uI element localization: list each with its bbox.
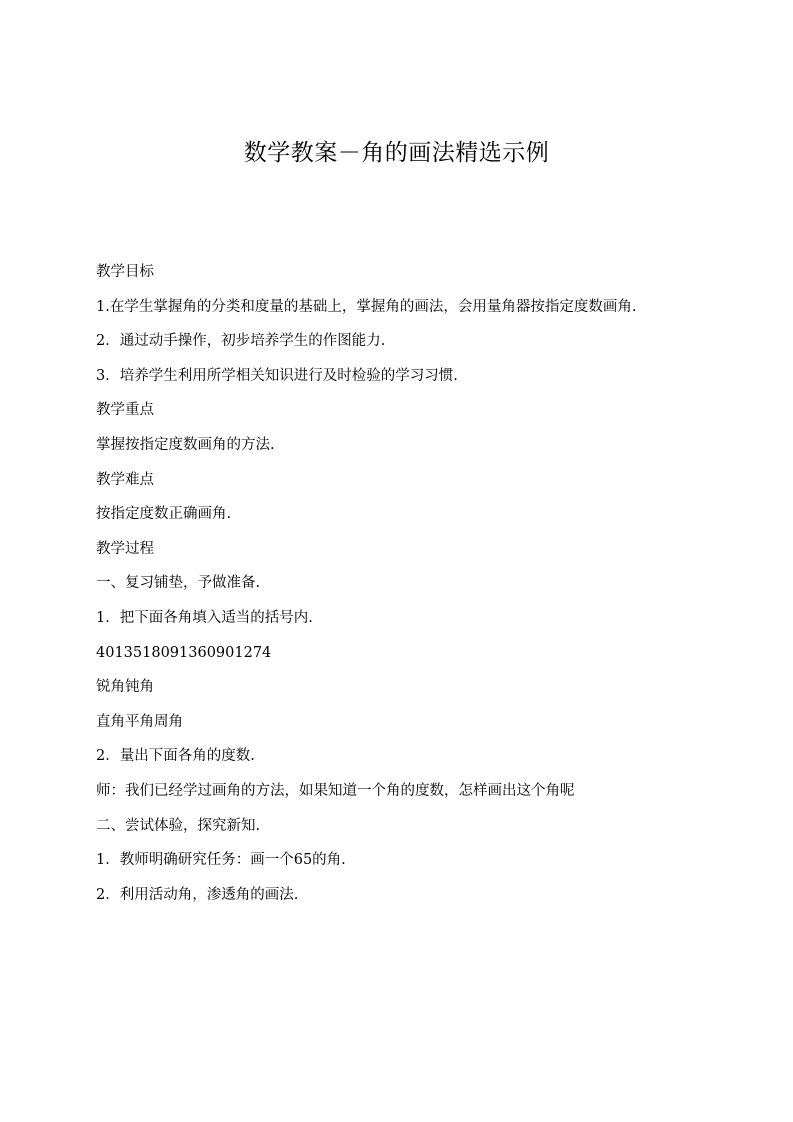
teacher-question: 师：我们已经学过画角的方法，如果知道一个角的度数，怎样画出这个角呢 <box>96 782 575 799</box>
section-heading-process: 教学过程 <box>96 540 154 557</box>
angle-categories-2: 直角平角周角 <box>96 713 183 730</box>
angle-numbers: 4013518091360901274 <box>96 644 272 661</box>
objective-item-2: 2．通过动手操作，初步培养学生的作图能力. <box>96 333 386 350</box>
document-title: 数学教案－角的画法精选示例 <box>243 140 550 166</box>
process-item-1: 1．把下面各角填入适当的括号内. <box>96 609 313 626</box>
document-body <box>96 262 716 919</box>
objective-item-3: 3．培养学生利用所学相关知识进行及时检验的学习习惯. <box>96 367 458 384</box>
process-item-2: 2．量出下面各角的度数. <box>96 748 255 765</box>
difficulty-text: 按指定度数正确画角. <box>96 506 232 523</box>
angle-categories-1: 锐角钝角 <box>96 679 154 696</box>
key-point-text: 掌握按指定度数画角的方法. <box>96 436 275 453</box>
section-heading-difficulty: 教学难点 <box>96 471 154 488</box>
process-item-4: 2．利用活动角，渗透角的画法. <box>96 886 299 903</box>
process-step-1-heading: 一、复习铺垫，予做准备. <box>96 575 261 592</box>
process-item-3: 1．教师明确研究任务：画一个65的角. <box>96 852 346 869</box>
section-heading-key-point: 教学重点 <box>96 402 154 419</box>
process-step-2-heading: 二、尝试体验，探究新知. <box>96 817 261 834</box>
section-heading-objectives: 教学目标 <box>96 264 154 280</box>
objective-item-1: 1.在学生掌握角的分类和度量的基础上，掌握角的画法，会用量角器按指定度数画角. <box>96 298 637 315</box>
